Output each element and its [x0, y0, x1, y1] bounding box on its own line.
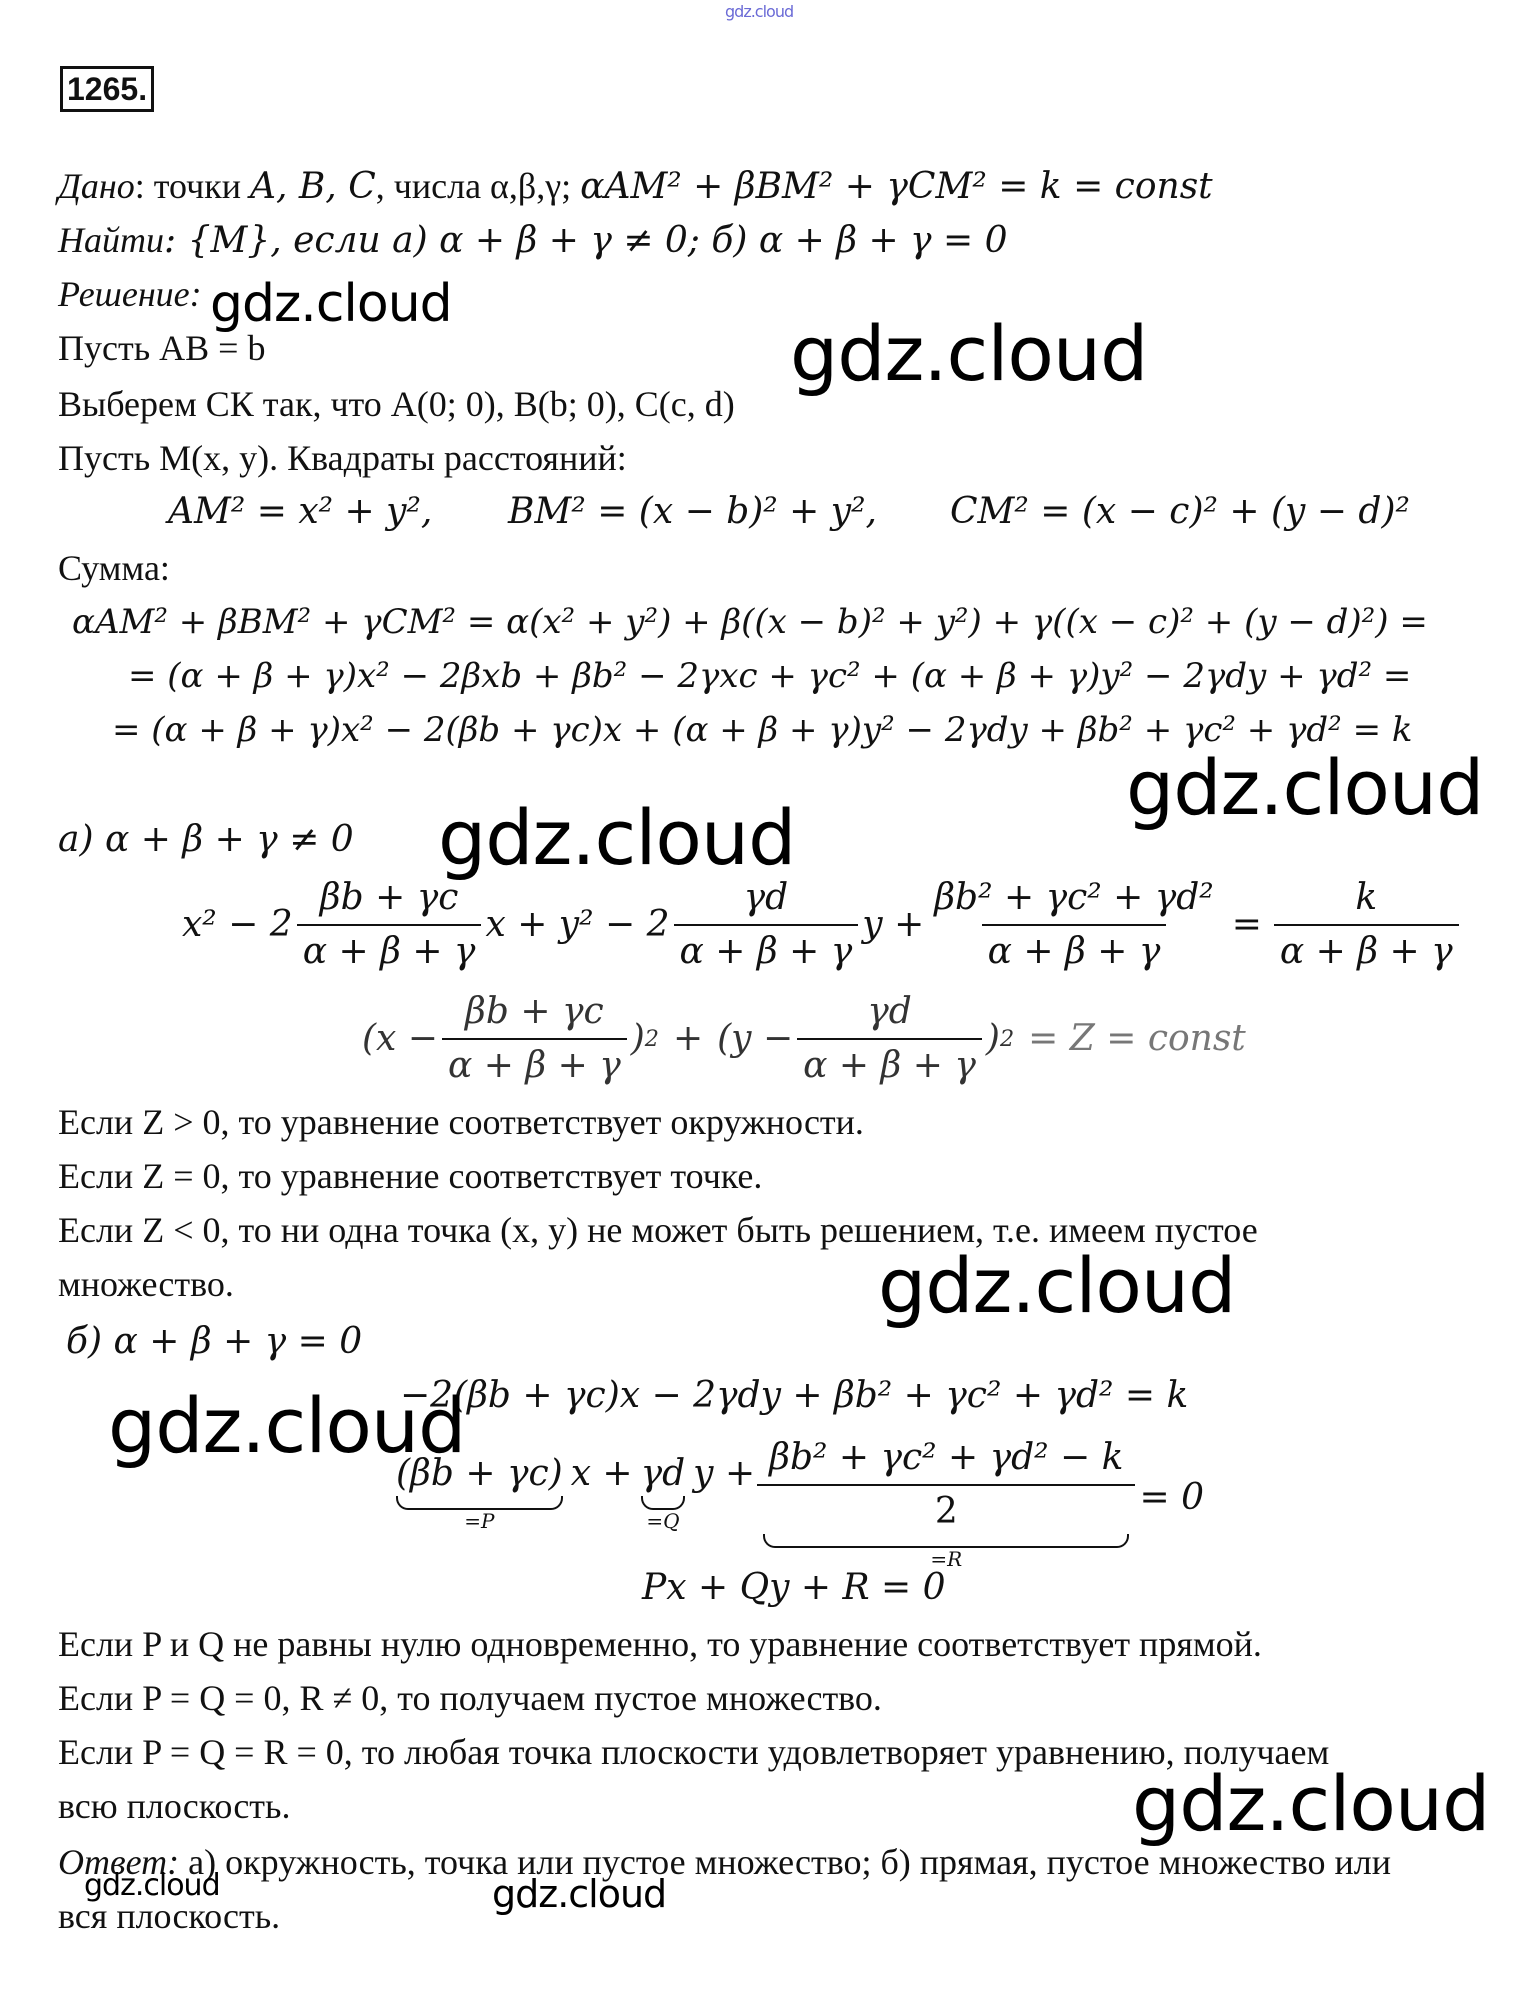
eq-b2-rhs: = 0 — [1139, 1477, 1204, 1518]
q-label: =Q — [646, 1509, 680, 1533]
eq1-equals: = — [1231, 904, 1262, 945]
eq1-mid1: x + y² − 2 — [485, 904, 670, 945]
eq2-close-1: ) — [630, 1018, 645, 1059]
eq2-f1-num: βb + γc — [465, 991, 604, 1032]
part-a-case-1: Если Z > 0, то уравнение соответствует окружности. — [58, 1102, 864, 1142]
solution-label: Решение: — [58, 274, 202, 314]
eq1-x2: x² − 2 — [182, 904, 293, 945]
watermark: gdz.cloud — [438, 793, 796, 882]
eq2-f2-den: α + β + γ — [797, 1038, 982, 1088]
eq2-rhs: = Z = const — [1028, 1018, 1246, 1059]
eq1-fraction-1 — [297, 876, 482, 974]
eq1-f4-den: α + β + γ — [1274, 924, 1459, 974]
eq1-f2-den: α + β + γ — [674, 924, 859, 974]
given-text2: , числа α,β,γ; — [375, 166, 581, 206]
sum-line-3: = (α + β + γ)x² − 2(βb + γc)x + (α + β + γ)y² − 2γdy + βb² + γc² + γd² = k — [112, 710, 1413, 750]
sum-label: Сумма: — [58, 548, 170, 588]
eq2-fraction-2 — [797, 990, 982, 1088]
eq1-fraction-4 — [1274, 876, 1459, 974]
part-a-equation-1 — [182, 876, 1463, 974]
r-brace — [763, 1436, 1129, 1570]
find-label: Найти — [58, 220, 164, 260]
part-b-case-3a: Если P = Q = R = 0, то любая точка плоскости удовлетворяет уравнению, получаем — [58, 1732, 1330, 1772]
watermark: gdz.cloud — [790, 309, 1148, 398]
part-a-case-3a: Если Z < 0, то ни одна точка (x, y) не может быть решением, т.е. имеем пустое — [58, 1210, 1258, 1250]
eq2-plus: + — [672, 1018, 704, 1059]
eq1-fraction-2 — [674, 876, 859, 974]
part-a-case-3b: множество. — [58, 1264, 234, 1304]
eq-b2-y: y + — [693, 1453, 756, 1494]
eq2-fraction-1 — [442, 990, 627, 1088]
part-b-case-3b: всю плоскость. — [58, 1786, 291, 1826]
watermark: gdz.cloud — [878, 1241, 1236, 1330]
solution-line-3: Пусть M(x, y). Квадраты расстояний: — [58, 438, 627, 478]
part-a-equation-2: (x − $\frac{\beta b + \gamma c}{\alpha + \beta + \gamma}$ ) 2 + (y − $\frac{\gamma d}{\alpha + \beta + \gamma}$ ) 2 = Z = const — [362, 991, 1246, 1086]
eq1-f4-num: k — [1355, 877, 1378, 918]
eq2-open-2: (y − — [717, 1018, 794, 1059]
problem-number: 1265. — [60, 66, 154, 112]
eq-b2-x: x + — [570, 1453, 633, 1494]
distance-cm: CM² = (x − c)² + (y − d)² — [950, 491, 1410, 532]
eq1-f2-num: γd — [743, 877, 789, 918]
eq1-f1-den: α + β + γ — [297, 924, 482, 974]
eq1-f1-num: βb + γc — [319, 877, 459, 918]
part-b-label: б) α + β + γ = 0 — [66, 1321, 363, 1362]
watermark: gdz.cloud — [210, 274, 452, 334]
p-underbrace — [396, 1496, 563, 1510]
q-expr: γd — [640, 1453, 686, 1494]
eq1-f3-den: α + β + γ — [982, 924, 1167, 974]
watermark: gdz.cloud — [84, 1868, 220, 1903]
eq1-mid2: y + — [862, 904, 925, 945]
distance-bm: BM² = (x − b)² + y², — [508, 491, 877, 532]
watermark: gdz.cloud — [108, 1381, 466, 1470]
part-b-case-2: Если P = Q = 0, R ≠ 0, то получаем пустое множество. — [58, 1678, 882, 1718]
part-b-equation-2 — [396, 1436, 1204, 1570]
given-line — [58, 164, 1213, 209]
answer-line-2: вся плоскость. — [58, 1896, 281, 1936]
eq2-f1-den: α + β + γ — [442, 1038, 627, 1088]
eq2-f2-num: γd — [867, 991, 912, 1032]
part-b-equation-3: Px + Qy + R = 0 — [642, 1567, 946, 1608]
answer-text-a: а) окружность, точка или пустое множество; б) прямая, пустое множество или — [179, 1842, 1391, 1882]
part-b-equation-1: −2(βb + γc)x − 2γdy + βb² + γc² + γd² = k — [400, 1375, 1189, 1416]
eq1-fraction-3 — [928, 876, 1220, 974]
given-text1: : точки — [134, 166, 250, 206]
p-label: =P — [464, 1509, 495, 1533]
r-label: =R — [930, 1547, 963, 1571]
p-expr: (βb + γc) — [396, 1453, 563, 1494]
r-underbrace — [763, 1534, 1129, 1548]
top-watermark: gdz.cloud — [725, 2, 794, 21]
solution-line-2: Выберем СК так, что A(0; 0), B(b; 0), C(c, d) — [58, 384, 735, 424]
watermark: gdz.cloud — [1126, 743, 1484, 832]
part-a-label: а) α + β + γ ≠ 0 — [58, 819, 354, 860]
solution-line-1: Пусть AB = b — [58, 328, 266, 368]
given-label: Дано — [58, 166, 135, 206]
q-underbrace — [641, 1496, 686, 1510]
find-text: : {M}, если а) α + β + γ ≠ 0; б) α + β + γ = 0 — [164, 220, 1008, 261]
distance-am: AM² = x² + y², — [168, 491, 433, 532]
given-points: A, B, C — [249, 166, 376, 207]
r-den: 2 — [757, 1484, 1135, 1534]
sum-line-2: = (α + β + γ)x² − 2βxb + βb² − 2γxc + γc² + (α + β + γ)y² − 2γdy + γd² = — [128, 656, 1412, 696]
eq2-open-1: (x − — [362, 1018, 438, 1059]
sum-line-1: αAM² + βBM² + γCM² = α(x² + y²) + β((x − b)² + y²) + γ((x − c)² + (y − d)²) = — [72, 602, 1428, 642]
watermark: gdz.cloud — [1132, 1759, 1490, 1848]
part-a-case-2: Если Z = 0, то уравнение соответствует точке. — [58, 1156, 763, 1196]
q-brace — [641, 1452, 686, 1532]
part-b-case-1: Если P и Q не равны нулю одновременно, то уравнение соответствует прямой. — [58, 1624, 1262, 1664]
eq1-f3-num: βb² + γc² + γd² — [934, 877, 1214, 918]
find-line — [58, 218, 1008, 263]
r-fraction — [763, 1436, 1129, 1534]
watermark: gdz.cloud — [492, 1872, 667, 1916]
given-condition: αAM² + βBM² + γCM² = k = const — [580, 166, 1213, 207]
answer-label: Ответ: — [58, 1842, 180, 1882]
r-num: βb² + γc² + γd² − k — [769, 1437, 1124, 1478]
eq2-close-2: ) — [985, 1018, 1000, 1059]
